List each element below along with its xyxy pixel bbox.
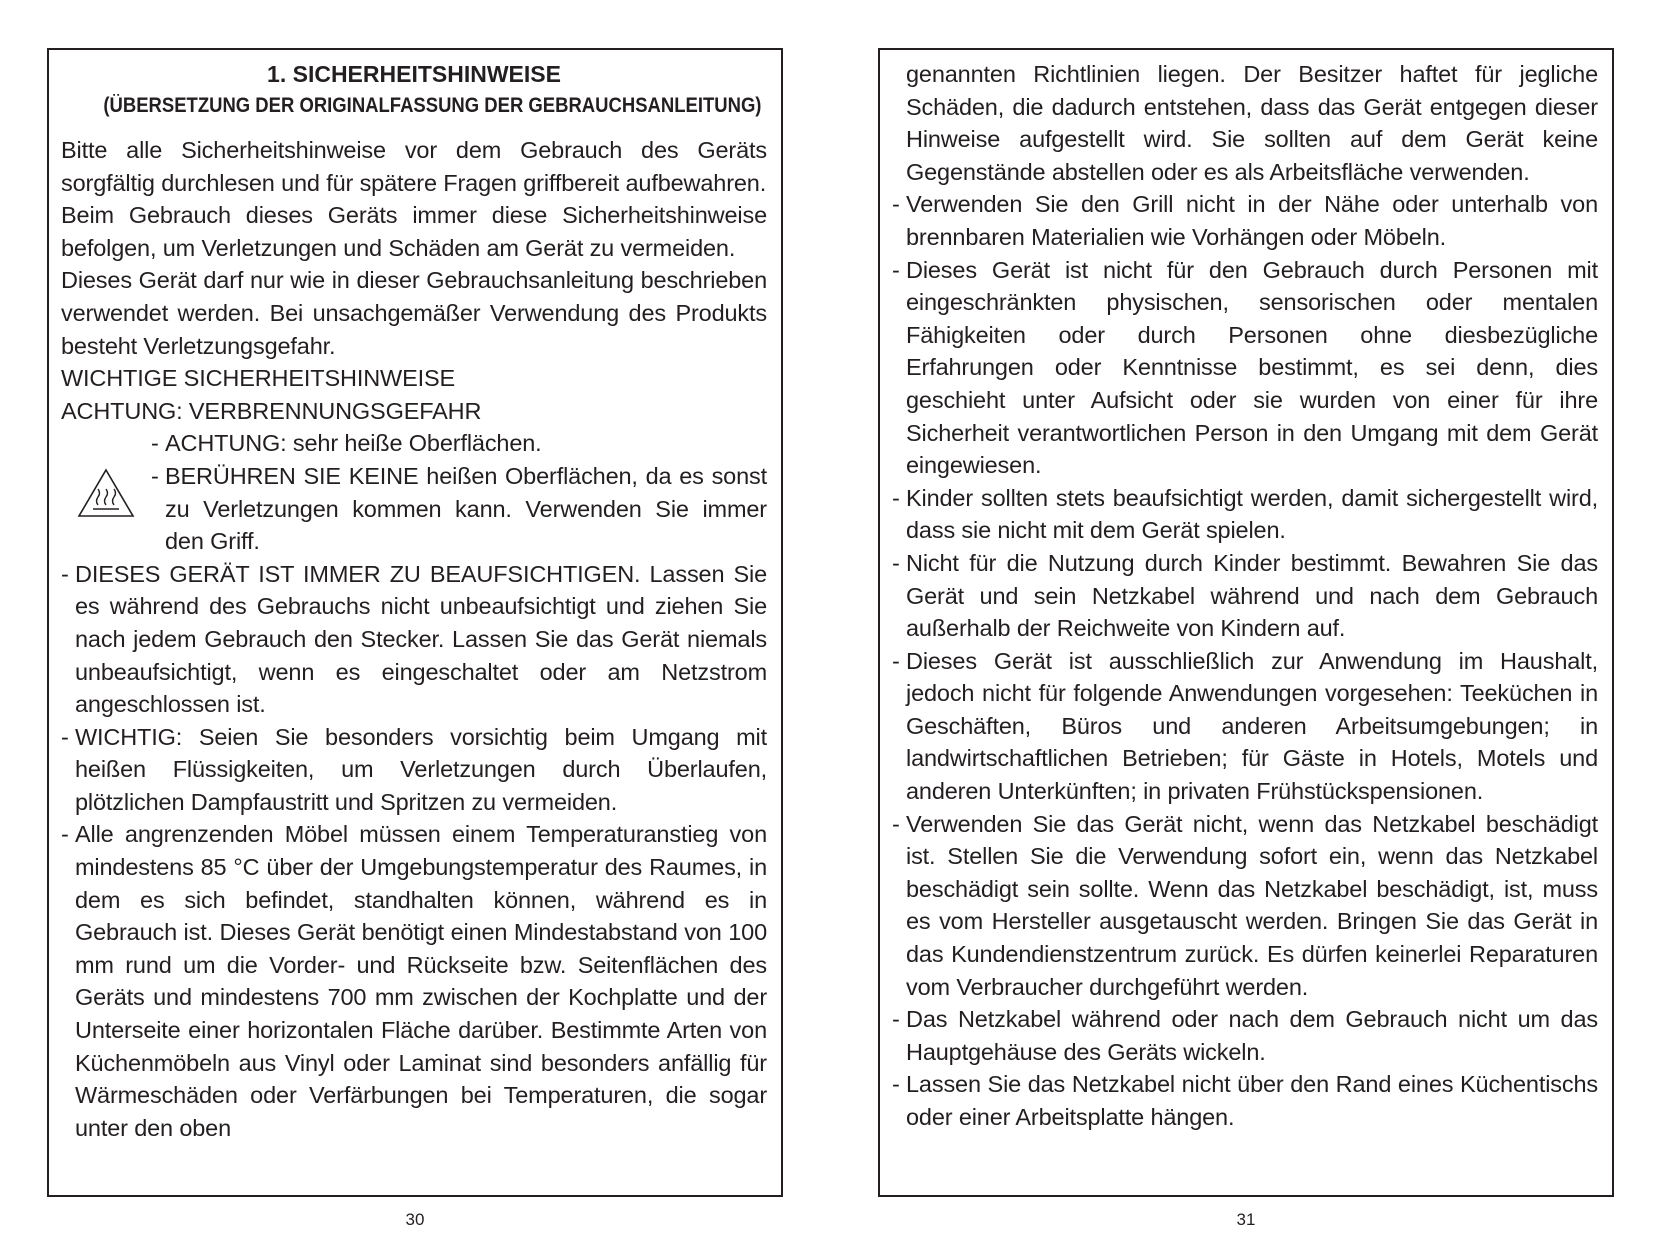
page-number-left: 30 <box>405 1210 425 1229</box>
list-item: - Das Netzkabel während oder nach dem Gebrauch nicht um das Hauptgehäuse des Geräts wickeln. <box>892 1006 1598 1065</box>
intro-paragraph-2: Beim Gebrauch dieses Geräts immer diese Sicherheitshinweise befolgen, um Verletzungen und Schäden am Gerät zu vermeiden. <box>61 202 767 261</box>
list-item: - Dieses Gerät ist nicht für den Gebrauch durch Personen mit eingeschränkten physischen, sensorischen oder mentalen Fähigkeiten oder durch Personen ohne diesbezügliche Erfahrungen oder Kenntnisse bestimmt, es sei denn, dies geschieht unter Aufsicht oder sie wurden von einer für ihre Sicherheit verantwortlichen Person in den Umgang mit dem Gerät eingewiesen. <box>892 256 1598 479</box>
right-page <box>878 48 1614 1197</box>
intro-paragraph-3: Dieses Gerät darf nur wie in dieser Gebrauchsanleitung beschrieben verwendet werden. Bei unsachgemäßer Verwendung des Produkts besteht Verletzungsgefahr. <box>61 267 767 359</box>
page-number-right: 31 <box>1236 1210 1256 1229</box>
warning-item: - BERÜHREN SIE KEINE heißen Oberflächen, da es sonst zu Verletzungen kommen kann. Verwenden Sie immer den Griff. <box>151 462 767 555</box>
heading-burn-hazard: ACHTUNG: VERBRENNUNGSGEFAHR <box>61 397 482 424</box>
list-item: - Dieses Gerät ist ausschließlich zur Anwendung im Haushalt, jedoch nicht für folgende Anwendungen vorgesehen: Teeküchen in Geschäften, Büros und anderen Arbeitsumgebungen; in landwirtschaftlichen Betrieben; für Gäste in Hotels, Motels und anderen Unterkünften; in privaten Frühstückspensionen. <box>892 647 1598 805</box>
warning-block <box>61 427 767 557</box>
list-item: - Kinder sollten stets beaufsichtigt werden, damit sichergestellt wird, dass sie nicht mit dem Gerät spielen. <box>892 484 1598 544</box>
list-item: - WICHTIG: Seien Sie besonders vorsichtig beim Umgang mit heißen Flüssigkeiten, um Verletzungen durch Überlaufen, plötzlichen Dampfaustritt und Spritzen zu vermeiden. <box>61 723 767 815</box>
section-subtitle: (ÜBERSETZUNG DER ORIGINALFASSUNG DER GEBRAUCHSANLEITUNG) <box>103 94 762 117</box>
left-page <box>47 48 783 1197</box>
list-item: - DIESES GERÄT IST IMMER ZU BEAUFSICHTIGEN. Lassen Sie es während des Gebrauchs nicht unbeaufsichtigt und ziehen Sie nach jedem Gebrauch den Stecker. Lassen Sie das Gerät niemals unbeaufsichtigt, wenn es eingeschaltet oder am Netzstrom angeschlossen ist. <box>61 560 767 718</box>
warning-item: - ACHTUNG: sehr heiße Oberflächen. <box>151 430 542 457</box>
list-item: - Verwenden Sie das Gerät nicht, wenn das Netzkabel beschädigt ist. Stellen Sie die Verwendung sofort ein, wenn das Netzkabel beschädigt sein sollte. Wenn das Netzkabel beschädigt, ist, muss es vom Hersteller ausgetauscht werden. Bringen Sie das Gerät in das Kundendienstzentrum zurück. Es dürfen keinerlei Reparaturen vom Verbraucher durchgeführt werden. <box>892 810 1598 1000</box>
section-title: 1. SICHERHEITSHINWEISE <box>267 61 561 87</box>
continuation-paragraph: genannten Richtlinien liegen. Der Besitzer haftet für jegliche Schäden, die dadurch entstehen, dass das Gerät entgegen dieser Hinweise aufgestellt wird. Sie sollten auf dem Gerät keine Gegenstände abstellen oder es als Arbeitsfläche verwenden. <box>906 61 1598 185</box>
list-item: - Lassen Sie das Netzkabel nicht über den Rand eines Küchentischs oder einer Arbeitsplatte hängen. <box>892 1071 1598 1130</box>
hot-surface-warning-icon <box>61 463 151 523</box>
heading-important: WICHTIGE SICHERHEITSHINWEISE <box>61 365 456 392</box>
list-item: - Nicht für die Nutzung durch Kinder bestimmt. Bewahren Sie das Gerät und sein Netzkabel während und nach dem Gebrauch außerhalb der Reichweite von Kindern auf. <box>892 549 1598 642</box>
intro-paragraph-1: Bitte alle Sicherheitshinweise vor dem Gebrauch des Geräts sorgfältig durchlesen und für spätere Fragen griffbereit aufbewahren. <box>61 137 767 196</box>
list-item: - Verwenden Sie den Grill nicht in der Nähe oder unterhalb von brennbaren Materialien wie Vorhängen oder Möbeln. <box>892 191 1598 250</box>
list-item: - Alle angrenzenden Möbel müssen einem Temperaturanstieg von mindestens 85 °C über der Umgebungstemperatur des Raumes, in dem es sich befindet, standhalten können, während es in Gebrauch ist. Dieses Gerät benötigt einen Mindestabstand von 100 mm rund um die Vorder- und Rückseite bzw. Seitenflächen des Geräts und mindestens 700 mm zwischen der Kochplatte und der Unterseite einer horizontalen Fläche darüber. Bestimmte Arten von Küchenmöbeln aus Vinyl oder Laminat sind besonders anfällig für Wärmeschäden oder Verfärbungen bei Temperaturen, die sogar unter den oben <box>61 821 767 1141</box>
